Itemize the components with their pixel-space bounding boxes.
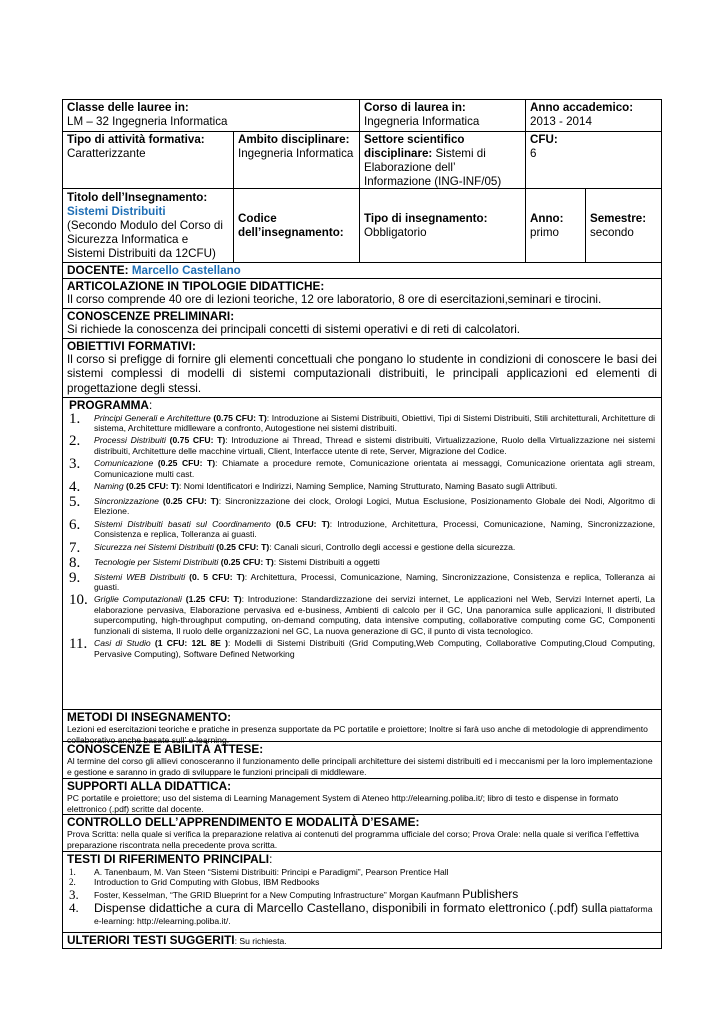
- programma-list: [67, 410, 657, 659]
- tipo-insegnamento-label: Tipo di insegnamento:: [364, 211, 488, 225]
- programma-item-topic: Griglie Computazionali: [94, 594, 182, 605]
- list-text-lead: Dispense didattiche a cura di Marcello Castellano, disponibili in formato elettronico (.pdf) sulla: [94, 900, 608, 915]
- articolazione-section: [63, 279, 661, 309]
- articolazione-text: Il corso comprende 40 ore di lezioni teoriche, 12 ore laboratorio, 8 ore di esercitazioni,seminari e tirocini.: [67, 293, 602, 306]
- conoscenze-preliminari-section: [63, 309, 661, 339]
- programma-item: [67, 496, 657, 517]
- classe-label: Classe delle lauree in:: [67, 101, 189, 114]
- obiettivi-title: OBIETTIVI FORMATIVI:: [67, 339, 196, 353]
- programma-item: [67, 638, 657, 659]
- titolo-label: Titolo dell’Insegnamento:: [67, 191, 208, 204]
- anno-accademico-value: 2013 - 2014: [530, 115, 592, 128]
- programma-item-description: : Introduzione: Standardizzazione dei servizi internet, Le applicazioni nel Web, Servizi Internet aperti, La elaborazione pervasiva, Elaborazione pervasiva ed e-business, Ambienti di calcolo per il GC, Una panoramica sulle applicazioni, Il distributed supercomputing, high-throughput computing, on-demand computing, data intensive computing, collaborative computing come GC, Componenti funzionali di sistema, Il ruolo delle organizzazioni nel GC, La nuova generazione di GC, il punto di vista tecnologico.: [94, 594, 656, 636]
- ulteriori-title: ULTERIORI TESTI SUGGERITI: [67, 933, 235, 947]
- supporti-title: SUPPORTI ALLA DIDATTICA:: [67, 779, 232, 793]
- list-item: [67, 877, 657, 888]
- programma-item-number: 2.: [69, 433, 81, 450]
- ulteriori-section: [63, 933, 661, 949]
- programma-item: [67, 458, 657, 479]
- header-row-3: [63, 189, 661, 263]
- programma-item-description: : Sistemi Distribuiti a oggetti: [273, 556, 380, 567]
- codice-cell: [234, 189, 360, 262]
- ambito-cell: [234, 132, 360, 188]
- programma-item-text: [94, 542, 657, 555]
- list-item: [67, 888, 657, 902]
- programma-item-cfu: (0.5 CFU: T): [276, 518, 330, 529]
- programma-heading: [67, 399, 657, 413]
- cfu-cell: [526, 132, 661, 188]
- tipo-attivita-value: Caratterizzante: [67, 147, 146, 160]
- articolazione-title: ARTICOLAZIONE IN TIPOLOGIE DIDATTICHE:: [67, 279, 325, 293]
- anno-accademico-cell: [526, 100, 661, 131]
- programma-item: [67, 554, 657, 571]
- controllo-section: [63, 815, 661, 852]
- list-text-tail: Publishers: [462, 886, 519, 901]
- cfu-value: 6: [530, 147, 537, 160]
- programma-item-description: : Chiamate a procedure remote, Comunicazione orientata ai messaggi, Comunicazione orientata agli stream, Comunicazione multi cast.: [94, 458, 656, 479]
- ulteriori-text: : Su richiesta.: [234, 936, 287, 946]
- programma-item-number: 11.: [69, 636, 88, 653]
- tipo-attivita-cell: [63, 132, 234, 188]
- list-text: A. Tanenbaum, M. Van Steen “Sistemi Distribuiti: Principi e Paradigmi”, Pearson Prentice Hall: [94, 866, 449, 877]
- course-sheet: [62, 99, 662, 949]
- programma-item-description: : Introduzione, Architettura, Processi, Comunicazione, Naming, Sincronizzazione, Consistenza e replica, Tolleranza ai guasti.: [94, 518, 656, 540]
- list-item: [67, 867, 657, 878]
- conoscenze-attese-section: [63, 742, 661, 779]
- programma-item: [67, 594, 657, 636]
- programma-item-topic: Comunicazione: [94, 458, 154, 469]
- conoscenze-attese-title: CONOSCENZE E ABILITÀ ATTESE:: [67, 742, 264, 756]
- programma-item-cfu: (0.25 CFU: T): [216, 541, 270, 552]
- conoscenze-preliminari-title: CONOSCENZE PRELIMINARI:: [67, 309, 235, 323]
- programma-item-text: [94, 594, 657, 636]
- metodi-text: Lezioni ed esercitazioni teoriche e pratiche in presenza supportate da PC portatile e proiettore; Inoltre si farà uso anche di metodologie di apprendimento collaborativo anche basate sull’ e-learning.: [67, 724, 648, 745]
- programma-item-description: : Introduzione ai Sistemi Distribuiti, Obiettivi, Tipi di Sistemi Distribuiti, Stili architetturali, Architetture di sistema, Architetture midlleware a confronto, Autogestione nei sistemi distribuiti.: [94, 412, 656, 433]
- programma-item-text: [94, 496, 657, 517]
- conoscenze-attese-text: Al termine del corso gli allievi conosceranno il funzionamento delle principali architetture dei sistemi distribuiti ed i meccanismi per la loro implementazione e gestione e saranno in grado di sviluppare le funzioni principali di middleware.: [67, 756, 653, 777]
- programma-item-cfu: (0. 5 CFU: T): [189, 571, 245, 582]
- corso-label: Corso di laurea in:: [364, 101, 466, 114]
- classe-cell: [63, 100, 360, 131]
- programma-item-number: 6.: [69, 516, 81, 533]
- programma-section: [63, 398, 661, 710]
- programma-item-topic: Sicurezza nei Sistemi Distribuiti: [94, 541, 214, 552]
- settore-cell: [360, 132, 526, 188]
- titolo-cell: [63, 189, 234, 262]
- docente-name: Marcello Castellano: [131, 264, 241, 277]
- programma-item-cfu: (0.25 CFU: T): [220, 556, 274, 567]
- list-text-wrap: [94, 888, 518, 902]
- testi-colon: :: [269, 853, 273, 866]
- list-text-wrap: [94, 902, 657, 927]
- list-text: Introduction to Grid Computing with Globus, IBM Redbooks: [94, 877, 320, 888]
- programma-item: [67, 481, 657, 494]
- programma-item-number: 3.: [69, 456, 81, 473]
- settore-label: Settore scientifico disciplinare:: [364, 133, 465, 160]
- programma-item-description: : Nomi Identificatori e Indirizzi, Naming Semplice, Naming Strutturato, Naming Basato sugli Attributi.: [179, 481, 558, 492]
- programma-item-topic: Casi di Studio: [94, 638, 151, 649]
- programma-item-cfu: (0.25 CFU: T): [126, 481, 180, 492]
- programma-item-text: [94, 458, 657, 479]
- programma-item-text: [94, 413, 657, 434]
- programma-item-description: : Sincronizzazione dei clock, Orologi Logici, Mutua Esclusione, Posizionamento Globale dei Nodi, Algoritmo di Elezione.: [94, 496, 656, 517]
- programma-item-text: [94, 519, 657, 540]
- tipo-attivita-label: Tipo di attività formativa:: [67, 133, 205, 146]
- programma-item: [67, 539, 657, 556]
- programma-item-topic: Sistemi Distribuiti basati sul Coordinamento: [94, 518, 271, 529]
- anno-value: primo: [530, 225, 559, 239]
- codice-label: Codice dell’insegnamento:: [238, 211, 344, 239]
- programma-item-number: 9.: [69, 569, 81, 586]
- titolo-note: (Secondo Modulo del Corso di Sicurezza Informatica e Sistemi Distribuiti da 12CFU): [67, 219, 223, 260]
- programma-item: [67, 435, 657, 456]
- header-row-2: [63, 132, 661, 189]
- programma-item-number: 4.: [69, 479, 81, 496]
- metodi-section: [63, 710, 661, 745]
- programma-colon: :: [148, 399, 153, 412]
- programma-item-cfu: (1 CFU: 12L 8E ): [154, 638, 228, 649]
- programma-item-description: : Modelli di Sistemi Distribuiti (Grid Computing,Web Computing, Collaborative Computing,Cloud Computing, Pervasive Computing), Software Defined Networking: [94, 638, 655, 659]
- semestre-value: secondo: [590, 225, 634, 239]
- corso-value: Ingegneria Informatica: [364, 115, 480, 128]
- programma-item-description: : Introduzione ai Thread, Thread e sistemi distribuiti, Virtualizzazione, Ruolo della Virtualizzazione nei sistemi distribuiti, Architetture delle macchine virtuali, Client, Interfacce utente di rete, Server, Migrazione del Codice.: [94, 435, 656, 456]
- programma-item-cfu: (0.25 CFU: T): [157, 458, 216, 469]
- docente-label: DOCENTE:: [67, 263, 129, 277]
- programma-item-topic: Naming: [94, 481, 124, 492]
- programma-item-cfu: (0.25 CFU: T): [162, 496, 219, 507]
- programma-item-text: [94, 557, 657, 570]
- tipo-insegnamento-cell: [360, 189, 526, 262]
- obiettivi-section: [63, 339, 661, 398]
- programma-item-text: [94, 572, 657, 593]
- controllo-title: CONTROLLO DELL’APPRENDIMENTO E MODALITÀ D’ESAME:: [67, 815, 420, 829]
- semestre-label: Semestre:: [590, 211, 647, 225]
- programma-item-description: : Architettura, Processi, Comunicazione, Naming, Sincronizzazione, Consistenza e replica, Tolleranza ai guasti.: [94, 571, 655, 593]
- settore-value: Sistemi di Elaborazione dell’ Informazione (ING-INF/05): [364, 147, 502, 188]
- obiettivi-text: Il corso si prefigge di fornire gli elementi concettuali che pongano lo studente in condizioni di conoscere le basi dei sistemi complessi di modelli di sistemi computazionali distribuiti, le principali applicazioni ed elementi di progettazione degli stessi.: [67, 353, 657, 395]
- ambito-label: Ambito disciplinare:: [238, 133, 350, 146]
- programma-item-text: [94, 638, 657, 659]
- supporti-text: PC portatile e proiettore; uso del sistema di Learning Management System di Ateneo http://elearning.poliba.it/; libro di testo e dispense in formato elettronico (.pdf) scritte dal docente.: [67, 793, 619, 814]
- programma-item-number: 10.: [69, 592, 88, 609]
- programma-item-topic: Tecnologie per Sistemi Distribuiti: [94, 556, 219, 567]
- docente-row: [63, 263, 661, 279]
- anno-accademico-label: Anno accademico:: [530, 101, 634, 114]
- metodi-title: METODI DI INSEGNAMENTO:: [67, 710, 232, 724]
- ambito-value: Ingegneria Informatica: [238, 147, 354, 160]
- testi-list: [67, 867, 657, 927]
- programma-item-cfu: (0.75 CFU: T): [213, 412, 267, 423]
- programma-item-text: [94, 435, 657, 456]
- titolo-value: Sistemi Distribuiti: [67, 205, 166, 218]
- programma-item-cfu: (0.75 CFU: T): [169, 435, 226, 446]
- list-number: 4.: [69, 899, 79, 915]
- programma-item-topic: Processi Distribuiti: [94, 435, 166, 446]
- programma-title: PROGRAMMA: [69, 398, 149, 412]
- conoscenze-preliminari-text: Si richiede la conoscenza dei principali concetti di sistemi operativi e di reti di calcolatori.: [67, 323, 521, 336]
- programma-item: [67, 410, 657, 434]
- programma-item: [67, 569, 657, 593]
- supporti-section: [63, 779, 661, 815]
- programma-item-number: 1.: [69, 410, 81, 427]
- programma-item-topic: Principi Generali e Architetture: [94, 412, 211, 423]
- programma-item: [67, 516, 657, 540]
- cfu-label: CFU:: [530, 133, 558, 146]
- semestre-cell: [586, 189, 661, 262]
- programma-item-topic: Sistemi WEB Distribuiti: [94, 571, 186, 582]
- testi-title: TESTI DI RIFERIMENTO PRINCIPALI: [67, 852, 270, 866]
- list-number: 1.: [69, 866, 76, 877]
- corso-cell: [360, 100, 526, 131]
- list-text: Foster, Kesselman, “The GRID Blueprint for a New Computing Infrastructure” Morgan Kaufmann: [94, 889, 460, 900]
- list-item: [67, 899, 657, 927]
- programma-item-text: [94, 481, 657, 494]
- programma-item-number: 5.: [69, 494, 81, 511]
- anno-cell: [526, 189, 586, 262]
- programma-item-number: 7.: [69, 539, 81, 556]
- programma-item-number: 8.: [69, 554, 81, 571]
- testi-heading: [67, 853, 657, 867]
- programma-item-topic: Sincronizzazione: [94, 496, 159, 507]
- programma-item-cfu: (1.25 CFU: T): [185, 594, 242, 605]
- list-number: 2.: [69, 877, 76, 888]
- list-text: piattaforma e-learning: http://elearning.poliba.it/.: [94, 903, 653, 926]
- programma-item-description: : Canali sicuri, Controllo degli accessi e gestione della sicurezza.: [269, 541, 516, 552]
- header-row-1: [63, 100, 661, 132]
- classe-value: LM – 32 Ingegneria Informatica: [67, 115, 228, 128]
- anno-label: Anno:: [530, 211, 564, 225]
- tipo-insegnamento-value: Obbligatorio: [364, 225, 427, 239]
- list-number: 3.: [69, 886, 79, 902]
- testi-section: [63, 852, 661, 933]
- controllo-text: Prova Scritta: nella quale si verifica la preparazione relativa ai contenuti del programma ufficiale del corso; Prova Orale: nella quale si verifica l’effettiva preparazione riscontrata nella precedente prova scritta.: [67, 829, 639, 850]
